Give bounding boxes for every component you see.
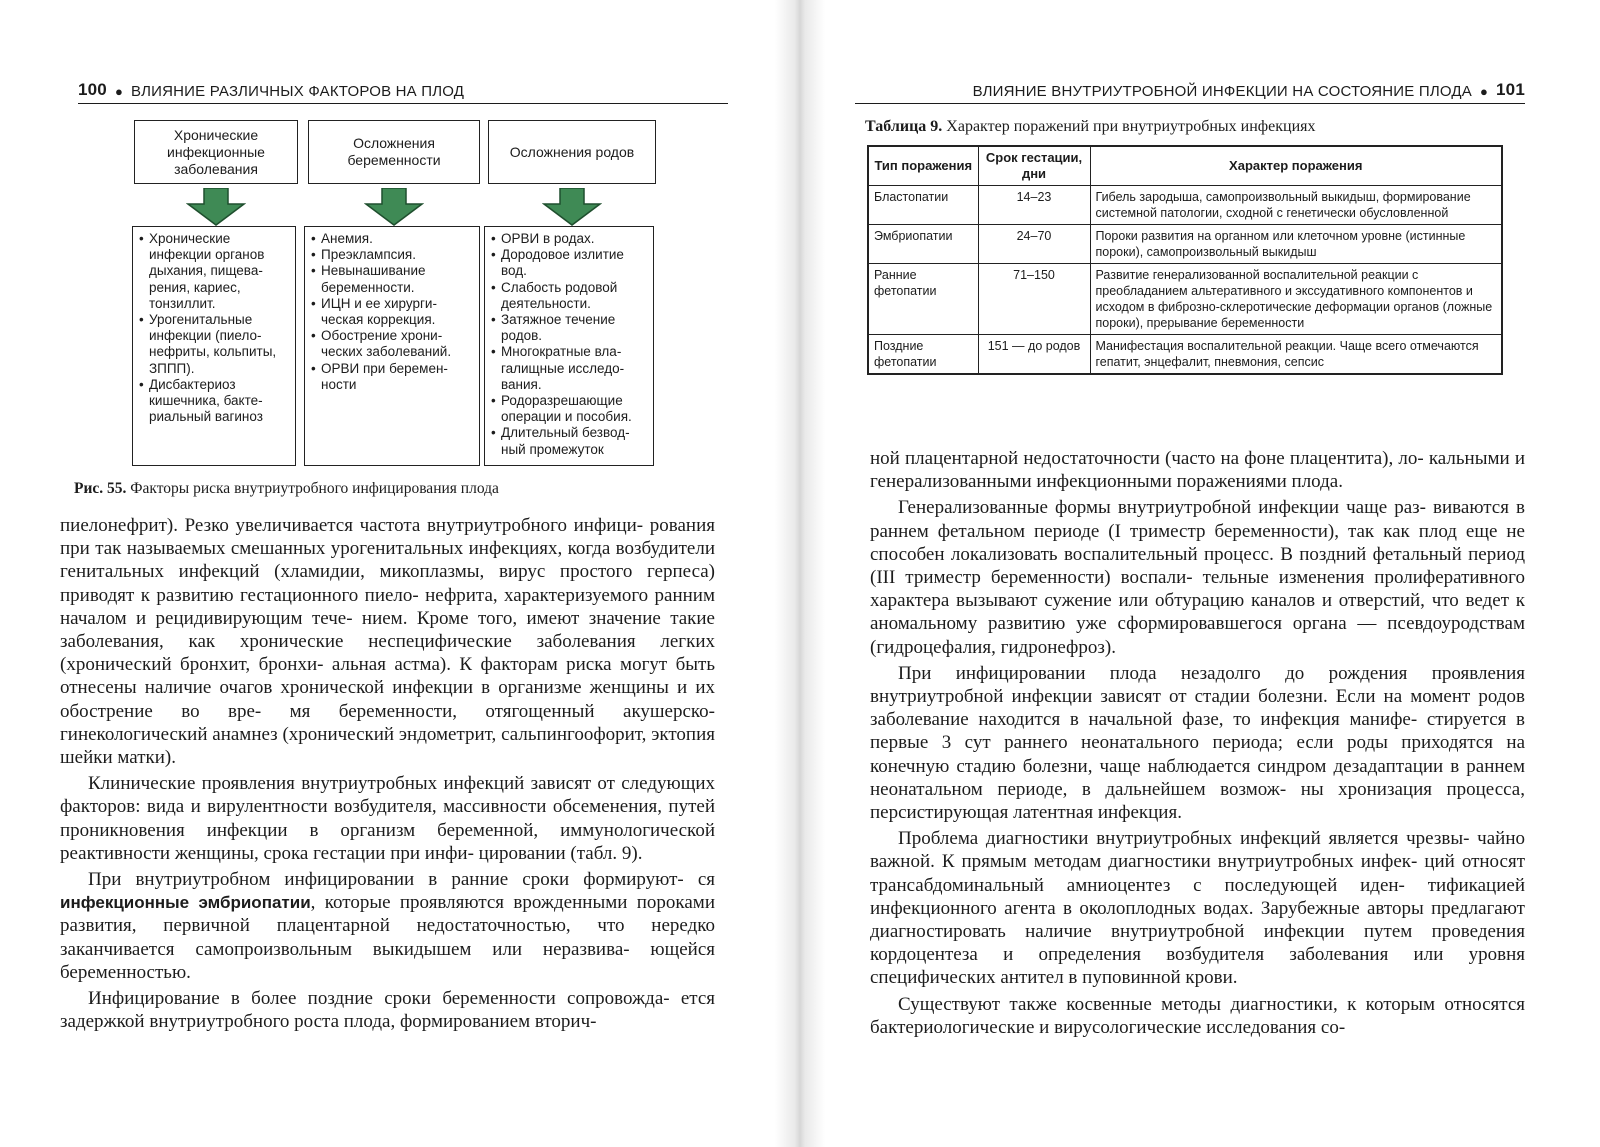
figure-list-item: • Невынашивание беременности. [311, 263, 473, 295]
figure-list-item: • Анемия. [311, 231, 473, 247]
risk-factors-figure [130, 120, 680, 480]
lesions-table [867, 145, 1503, 375]
figure-list-item: • ОРВИ при беремен- ности [311, 361, 473, 393]
left-body-text [60, 514, 715, 1033]
figure-box-chronic-items [132, 226, 296, 466]
table-cell: 24–70 [978, 225, 1090, 264]
table-cell: Манифестация воспалительной реакции. Чаще всего отмечаются гепатит, энцефалит, пневмония, сепсис [1090, 335, 1502, 375]
figure-list-item: • Длительный безвод- ный промежуток [491, 425, 647, 457]
left-page [0, 0, 775, 1147]
figure-list-item: • Дородовое излитие вод. [491, 247, 647, 279]
paragraph-text: , которые проявляются врожденными пороками развития, первичной плацентарной недостаточностью, что нередко заканчивается самопроизвольным выкидышем или неразвива- ющейся беременностью. [60, 892, 715, 983]
figure-box-labor-items [484, 226, 654, 466]
arrow-down-icon [364, 188, 424, 226]
table-row [868, 264, 1502, 335]
table-cell: Пороки развития на органном или клеточном уровне (истинные пороки), самопроизвольный выкидыш [1090, 225, 1502, 264]
right-running-head [855, 78, 1525, 104]
table-title-text: Характер поражений при внутриутробных инфекциях [942, 118, 1316, 135]
paragraph: пиелонефрит). Резко увеличивается частота внутриутробного инфици- рования при так называемых смешанных урогенитальных инфекциях, когда возбудители генитальных инфекций (хламидии, микоплазмы, вирус простого герпеса) приводят к развитию гестационного пиело- нефрита, характеризуемого ранним началом и рецидивирующим тече- нием. Кроме того, имеют значение такие заболевания, как хронические неспецифические заболевания легких (хронический бронхит, бронхи- альная астма). К факторам риска могут быть отнесены наличие очагов хронической инфекции в организме женщины и их обострение во вре- мя беременности, отягощенный акушерско-гинекологический анамнез (хронический эндометрит, сальпингоофорит, эктопия шейки матки). [60, 515, 715, 769]
table-cell: 71–150 [978, 264, 1090, 335]
left-running-title: ВЛИЯНИЕ РАЗЛИЧНЫХ ФАКТОРОВ НА ПЛОД [131, 83, 465, 100]
figure-list-item: • ОРВИ в родах. [491, 231, 647, 247]
figure-caption-label: Рис. 55. [74, 480, 127, 497]
paragraph: Клинические проявления внутриутробных инфекций зависят от следующих факторов: вида и вирулентности возбудителя, массивности обсеменения, путей проникновения инфекции в организм беременной, иммунологической реактивности женщины, срока гестации при инфи- цировании (табл. 9). [60, 773, 715, 864]
header-bullet-icon: ● [1479, 84, 1489, 99]
figure-list-item: • Дисбактериоз кишечника, бакте- риальный вагиноз [139, 377, 289, 426]
book-gutter [775, 0, 825, 1147]
left-page-number: 100 [78, 80, 107, 99]
arrow-down-icon [542, 188, 602, 226]
figure-list-item: • ИЦН и ее хирурги- ческая коррекция. [311, 296, 473, 328]
figure-list-item: • Родоразрешающие операции и пособия. [491, 393, 647, 425]
paragraph: ной плацентарной недостаточности (часто на фоне плацентита), ло- кальными и генерализованными инфекционными поражениями плода. [870, 448, 1525, 493]
figure-list-item: • Обострение хрони- ческих заболеваний. [311, 328, 473, 360]
figure-list-item: • Хронические инфекции органов дыхания, пищева- рения, кариес, тонзиллит. [139, 231, 289, 312]
figure-list-item: • Преэклампсия. [311, 247, 473, 263]
table-cell: 14–23 [978, 186, 1090, 225]
paragraph: Инфицирование в более поздние сроки беременности сопровожда- ется задержкой внутриутробного роста плода, формированием вторич- [60, 988, 715, 1033]
figure-box-title-labor: Осложнения родов [488, 120, 656, 184]
table-row [868, 186, 1502, 225]
figure-box-title-pregnancy: Осложнения беременности [308, 120, 480, 184]
table-header-cell: Тип поражения [868, 146, 978, 186]
figure-caption-text: Факторы риска внутриутробного инфицирования плода [126, 480, 499, 497]
table-cell: Гибель зародыша, самопроизвольный выкидыш, формирование системной патологии, сходной с генетически обусловленной [1090, 186, 1502, 225]
bold-term: инфекционные эмбриопатии [60, 893, 311, 913]
figure-list-item: • Урогенитальные инфекции (пиело- нефриты, кольпиты, ЗППП). [139, 312, 289, 377]
arrow-down-icon [186, 188, 246, 226]
header-bullet-icon: ● [114, 84, 124, 99]
table-cell: Бластопатии [868, 186, 978, 225]
table-row [868, 335, 1502, 375]
right-page-number: 101 [1496, 80, 1525, 99]
paragraph: Существуют также косвенные методы диагностики, к которым относятся бактериологические и вирусологические исследования со- [870, 993, 1525, 1038]
table-label: Таблица 9. [865, 118, 943, 135]
figure-list-item: • Затяжное течение родов. [491, 312, 647, 344]
paragraph [60, 868, 715, 984]
paragraph: Генерализованные формы внутриутробной инфекции чаще раз- виваются в раннем фетальном периоде (I триместр беременности), так как плод еще не способен локализовать воспалительный процесс. В поздний фетальный период (III триместр беременности) воспали- тельные изменения пролиферативного характера вызывают сужение или обтурацию каналов и отверстий, что ведет к аномальному развитию уже сформировавшегося органа — псевдоуродствам (гидроцефалия, гидронефроз). [870, 497, 1525, 658]
table-cell: Эмбриопатии [868, 225, 978, 264]
table-header-row [868, 146, 1502, 186]
paragraph: Проблема диагностики внутриутробных инфекций является чрезвы- чайно важной. К прямым методам диагностики внутриутробных инфек- ций относят трансабдоминальный амниоцентез с последующей иден- тификацией инфекционного агента в околоплодных водах. Зарубежные авторы предлагают диагностировать наличие внутриутробной инфекции путем проведения кордоцентеза и определения возбудителя заболевания или уровня специфических антител в пуповинной крови. [870, 828, 1525, 989]
paragraph-text: При внутриутробном инфицировании в ранние сроки формируют- ся [88, 869, 715, 891]
right-page [825, 0, 1600, 1147]
figure-box-title-chronic: Хронические инфекционные заболевания [134, 120, 298, 184]
table-cell: Развитие генерализованной воспалительной реакции с преобладанием альтеративного и экссудативного компонентов и исходом в фиброзно-склеротические деформации органов (ложные пороки), прерывание беременности [1090, 264, 1502, 335]
figure-caption [74, 480, 714, 498]
table-row [868, 225, 1502, 264]
figure-list-item: • Многократные вла- галищные исследо- вания. [491, 344, 647, 393]
figure-box-pregnancy-items [304, 226, 480, 466]
table-cell: Ранние фетопатии [868, 264, 978, 335]
right-body-text [870, 447, 1525, 1039]
table-cell: Поздние фетопатии [868, 335, 978, 375]
table-header-cell: Характер поражения [1090, 146, 1502, 186]
paragraph: При инфицировании плода незадолго до рождения проявления внутриутробной инфекции зависят от стадии болезни. Если на момент родов заболевание находится в начальной фазе, то инфекция манифе- стируется в первые 3 сут раннего неонатального периода; если роды приходятся на конечную стадию болезни, чаще наблюдается синдром дезадаптации в раннем неонатальном периоде, в дальнейшем возмож- ны хронизация процесса, персистирующая латентная инфекция. [870, 662, 1525, 824]
table-cell: 151 — до родов [978, 335, 1090, 375]
table-header-cell: Срок гестации, дни [978, 146, 1090, 186]
left-running-head [78, 78, 728, 104]
right-running-title: ВЛИЯНИЕ ВНУТРИУТРОБНОЙ ИНФЕКЦИИ НА СОСТОЯНИЕ ПЛОДА [972, 83, 1472, 100]
table-title [865, 118, 1525, 136]
figure-list-item: • Слабость родовой деятельности. [491, 280, 647, 312]
